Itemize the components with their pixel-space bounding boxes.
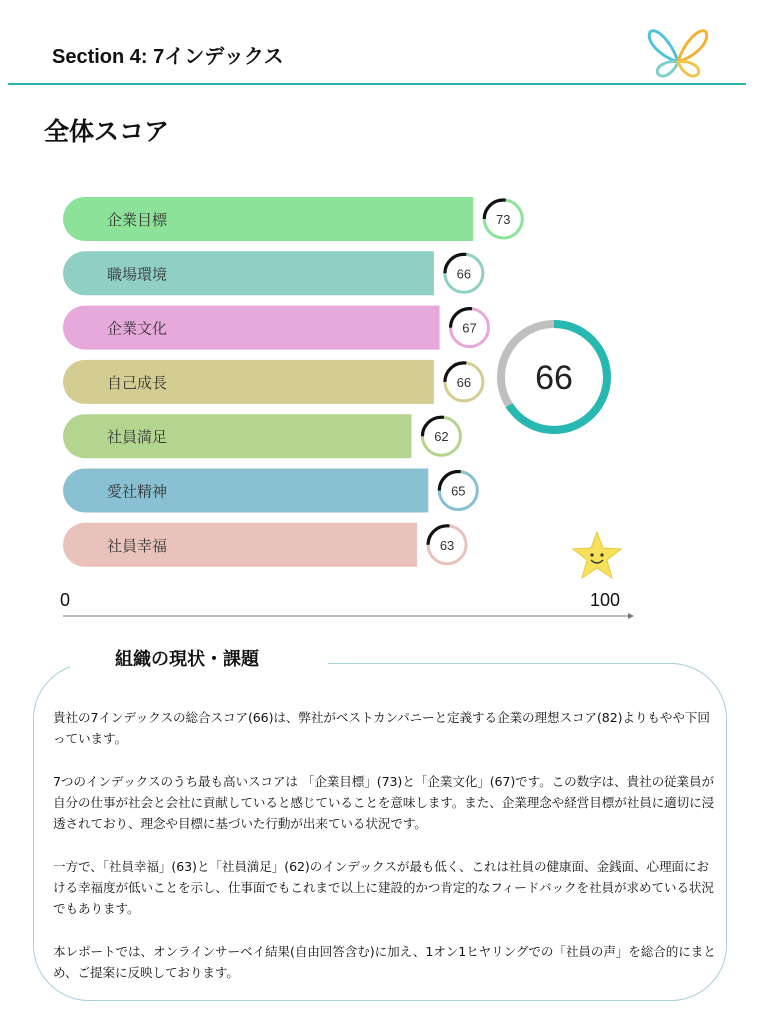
data-label: 66 (456, 266, 472, 282)
paragraph-1: 貴社の7インデックスの総合スコア(66)は、弊社がベストカンパニーと定義する企業の理想スコア(82)よりもやや下回っています。 (53, 710, 710, 746)
butterfly-logo-icon (646, 22, 710, 80)
page-title: 全体スコア (44, 117, 170, 146)
paragraph-4: 本レポートでは、オンラインサーベイ結果(自由回答含む)に加え、1オン1ヒヤリングでの「社員の声」を総合的にまとめ、ご提案に反映しております。 (53, 944, 716, 980)
tick-label: 100 (589, 590, 620, 610)
data-label: 66 (456, 374, 472, 390)
data-label: 67 (462, 320, 477, 336)
data-label: 73 (496, 212, 511, 227)
category-label: 企業文化 (107, 319, 168, 338)
section-heading: 組織の現状・課題 (115, 649, 259, 670)
category-label: 企業目標 (107, 211, 168, 229)
category-label: 社員満足 (107, 428, 168, 447)
findings-text (53, 707, 718, 1005)
paragraph-3: 一方で、「社員幸福」(63)と「社員満足」(62)のインデックスが最も低く、これは社員の健康面、金銭面、心理面における幸福度が低いことを示し、仕事面でもこれまで以上に建設的かつ肯定的なフィードバックを社員が求めている状況でもあります。 (53, 859, 714, 916)
category-label: 愛社精神 (107, 482, 168, 501)
overall-score: 66 (535, 359, 573, 397)
data-label: 65 (451, 483, 466, 499)
index-score-chart (0, 180, 759, 630)
category-label: 職場環境 (107, 265, 168, 284)
section-title: Section 4: 7インデックス (52, 46, 284, 68)
header-divider (8, 83, 746, 85)
category-label: 自己成長 (107, 373, 168, 392)
category-label: 社員幸福 (107, 536, 168, 555)
data-label: 63 (439, 537, 455, 553)
data-label: 62 (434, 429, 449, 445)
paragraph-2: 7つのインデックスのうち最も高いスコアは 「企業目標」(73)と「企業文化」(67)です。この数字は、貴社の従業員が自分の仕事が社会と会社に貢献していると感じていることを意味します。また、企業理念や経営目標が社員に適切に浸透されており、理念や目標に基づいた行動が出来ている状況です。 (53, 774, 715, 831)
tick-label: 0 (60, 590, 71, 610)
smiling-star-icon (571, 530, 623, 582)
x-axis-arrow (628, 613, 634, 619)
